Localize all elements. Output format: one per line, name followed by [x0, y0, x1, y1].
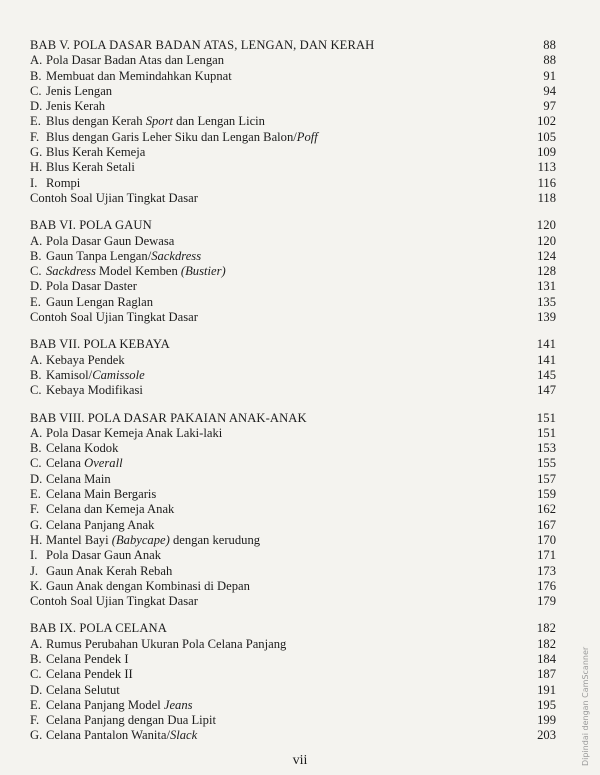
toc-entry — [30, 637, 556, 652]
entry-left — [30, 383, 143, 398]
entry-letter: E. — [30, 114, 41, 129]
toc-entry — [30, 652, 556, 667]
entry-letter: B. — [30, 651, 42, 666]
entry-left — [30, 295, 153, 310]
entry-title — [46, 176, 80, 191]
entry-page-number: 179 — [537, 594, 556, 609]
entry-letter: A. — [30, 352, 43, 367]
entry-left — [30, 53, 224, 68]
entry-title — [46, 652, 129, 667]
entry-left — [30, 548, 161, 563]
toc-chapter — [30, 337, 556, 398]
entry-page-number: 105 — [537, 129, 556, 144]
entry-title — [46, 53, 224, 68]
toc-entry — [30, 698, 556, 713]
chapter-page-number: 120 — [536, 218, 556, 233]
entry-text: Celana Panjang Model — [46, 697, 164, 712]
entry-title — [46, 533, 260, 548]
entry-letter: C. — [30, 667, 42, 682]
entry-text: Contoh Soal Ujian Tingkat Dasar — [30, 594, 198, 609]
entry-page-number: 203 — [537, 728, 556, 743]
chapter-heading — [30, 337, 556, 352]
entry-letter: A. — [30, 53, 43, 68]
entry-italic-term: Sport — [145, 114, 173, 129]
entry-page-number: 88 — [543, 53, 556, 68]
entry-title — [46, 579, 250, 594]
toc-entry — [30, 426, 556, 441]
entry-left — [30, 426, 222, 441]
entry-italic-term: Poff — [296, 129, 318, 144]
entry-left — [30, 472, 111, 487]
entry-letter: C. — [30, 456, 42, 471]
toc-chapter — [30, 218, 556, 325]
entry-title — [30, 594, 198, 609]
entry-page-number: 97 — [543, 99, 556, 114]
entry-left — [30, 353, 125, 368]
entry-letter: B. — [30, 248, 42, 263]
entry-text: Celana Main Bergaris — [46, 487, 157, 502]
entry-text: Celana Selutut — [46, 682, 120, 697]
toc-entry — [30, 176, 556, 191]
entry-title — [46, 264, 226, 279]
entry-left — [30, 249, 201, 264]
entry-page-number: 118 — [537, 190, 556, 205]
entry-left — [30, 713, 216, 728]
entry-letter: D. — [30, 279, 43, 294]
entry-title — [46, 502, 174, 517]
entry-left — [30, 487, 156, 502]
entry-letter: I. — [30, 548, 38, 563]
page-number: vii — [292, 753, 308, 768]
toc-chapter — [30, 411, 556, 610]
entry-title — [46, 713, 216, 728]
entry-page-number: 102 — [537, 114, 556, 129]
entry-page-number: 120 — [537, 233, 556, 248]
entry-text: Gaun Tanpa Lengan/ — [46, 248, 152, 263]
toc-entry — [30, 279, 556, 294]
toc-entry — [30, 114, 556, 129]
entry-title — [30, 310, 198, 325]
entry-page-number: 145 — [537, 367, 556, 382]
toc-entry — [30, 579, 556, 594]
entry-page-number: 173 — [537, 563, 556, 578]
entry-title — [46, 637, 286, 652]
entry-page-number: 141 — [537, 352, 556, 367]
entry-title — [46, 368, 145, 383]
entry-page-number: 155 — [537, 456, 556, 471]
toc-entry — [30, 69, 556, 84]
entry-title — [46, 353, 125, 368]
toc-entry — [30, 353, 556, 368]
entry-left — [30, 130, 318, 145]
entry-letter: E. — [30, 697, 41, 712]
entry-text: Gaun Anak dengan Kombinasi di Depan — [46, 578, 250, 593]
entry-italic-term: (Babycape) — [111, 532, 170, 547]
entry-page-number: 170 — [537, 532, 556, 547]
entry-left — [30, 368, 145, 383]
entry-text: Kebaya Pendek — [46, 352, 125, 367]
entry-left — [30, 564, 172, 579]
entry-title — [46, 383, 143, 398]
toc-chapter — [30, 621, 556, 743]
entry-title — [30, 191, 198, 206]
entry-text: Jenis Kerah — [46, 99, 106, 114]
entry-page-number: 131 — [537, 279, 556, 294]
entry-title — [46, 249, 201, 264]
entry-italic-term: Sackdress — [151, 248, 202, 263]
entry-left — [30, 264, 226, 279]
entry-letter: D. — [30, 471, 43, 486]
toc-entry — [30, 441, 556, 456]
entry-letter: H. — [30, 532, 43, 547]
entry-page-number: 195 — [537, 697, 556, 712]
toc-entry — [30, 502, 556, 517]
entry-title — [46, 84, 112, 99]
watermark-text: Dipindai dengan CamScanner — [581, 646, 590, 766]
entry-letter: D. — [30, 99, 43, 114]
entry-page-number: 116 — [537, 175, 556, 190]
entry-text: dan Lengan Licin — [172, 114, 265, 129]
entry-italic-term: Slack — [169, 728, 198, 743]
chapter-title: BAB VIII. POLA DASAR PAKAIAN ANAK-ANAK — [30, 410, 307, 425]
entry-letter: A. — [30, 233, 43, 248]
entry-title — [46, 472, 111, 487]
entry-page-number: 157 — [537, 471, 556, 486]
entry-text: Pola Dasar Gaun Anak — [46, 548, 162, 563]
entry-title — [46, 69, 232, 84]
toc-entry — [30, 191, 556, 206]
entry-page-number: 91 — [543, 68, 556, 83]
toc-entry — [30, 234, 556, 249]
toc-entry — [30, 713, 556, 728]
entry-left — [30, 594, 198, 609]
entry-page-number: 162 — [537, 502, 556, 517]
entry-left — [30, 518, 154, 533]
toc-entry — [30, 249, 556, 264]
entry-title — [46, 456, 123, 471]
entry-left — [30, 441, 118, 456]
entry-text: Blus dengan Kerah — [46, 114, 146, 129]
entry-letter: J. — [30, 563, 39, 578]
entry-text: Pola Dasar Daster — [46, 279, 137, 294]
entry-page-number: 187 — [537, 667, 556, 682]
entry-page-number: 147 — [537, 383, 556, 398]
entry-text: Pola Dasar Badan Atas dan Lengan — [46, 53, 225, 68]
entry-left — [30, 637, 286, 652]
entry-text: Membuat dan Memindahkan Kupnat — [46, 68, 232, 83]
entry-left — [30, 683, 120, 698]
entry-letter: I. — [30, 175, 38, 190]
entry-left — [30, 533, 260, 548]
entry-page-number: 151 — [537, 425, 556, 440]
entry-italic-term: Jeans — [163, 697, 193, 712]
entry-title — [46, 99, 105, 114]
entry-title — [46, 145, 145, 160]
entry-text: Celana — [46, 456, 85, 471]
toc-entry — [30, 518, 556, 533]
entry-title — [46, 564, 172, 579]
chapter-page-number: 88 — [543, 38, 556, 52]
entry-italic-term: Sackdress — [46, 264, 96, 279]
entry-letter: K. — [30, 578, 43, 593]
entry-text: Contoh Soal Ujian Tingkat Dasar — [30, 310, 198, 325]
toc-entry — [30, 383, 556, 398]
entry-text: Pola Dasar Gaun Dewasa — [46, 233, 175, 248]
chapter-page-number: 182 — [536, 621, 556, 636]
chapter-heading — [30, 411, 556, 426]
entry-letter: F. — [30, 129, 40, 144]
entry-italic-term: Overall — [84, 456, 123, 471]
toc-entry — [30, 533, 556, 548]
entry-left — [30, 191, 198, 206]
toc-entry — [30, 264, 556, 279]
entry-text: Celana Pendek I — [46, 651, 129, 666]
toc-entry — [30, 728, 556, 743]
toc-entry — [30, 683, 556, 698]
entry-title — [46, 518, 154, 533]
toc-entry — [30, 472, 556, 487]
entry-text: Blus Kerah Kemeja — [46, 145, 146, 160]
chapter-page-number: 141 — [536, 337, 556, 352]
entry-text: Celana dan Kemeja Anak — [46, 502, 175, 517]
entry-title — [46, 426, 222, 441]
entry-left — [30, 84, 112, 99]
entry-left — [30, 234, 174, 249]
toc-entry — [30, 84, 556, 99]
entry-page-number: 128 — [537, 264, 556, 279]
entry-left — [30, 69, 232, 84]
chapter-heading — [30, 621, 556, 636]
entry-letter: F. — [30, 502, 40, 517]
entry-page-number: 191 — [537, 682, 556, 697]
entry-page-number: 199 — [537, 713, 556, 728]
entry-title — [46, 667, 133, 682]
entry-text: dengan kerudung — [169, 532, 261, 547]
entry-text: Rompi — [46, 175, 81, 190]
entry-page-number: 182 — [537, 636, 556, 651]
entry-page-number: 159 — [537, 487, 556, 502]
entry-text: Pola Dasar Kemeja Anak Laki-laki — [46, 425, 223, 440]
entry-title — [46, 160, 135, 175]
entry-letter: E. — [30, 487, 41, 502]
entry-page-number: 139 — [537, 310, 556, 325]
entry-letter: B. — [30, 68, 42, 83]
entry-letter: G. — [30, 728, 43, 743]
entry-letter: C. — [30, 264, 42, 279]
entry-letter: A. — [30, 636, 43, 651]
entry-page-number: 94 — [543, 83, 556, 98]
entry-title — [46, 683, 120, 698]
entry-letter: C. — [30, 83, 42, 98]
chapter-title: BAB VII. POLA KEBAYA — [30, 337, 170, 352]
toc-entry — [30, 548, 556, 563]
entry-left — [30, 99, 105, 114]
entry-text: Kebaya Modifikasi — [46, 383, 143, 398]
entry-left — [30, 456, 123, 471]
entry-title — [46, 487, 156, 502]
chapter-title: BAB IX. POLA CELANA — [30, 621, 167, 636]
chapter-page-number: 151 — [536, 410, 556, 425]
entry-title — [46, 441, 118, 456]
toc-entry — [30, 130, 556, 145]
entry-page-number: 176 — [537, 578, 556, 593]
toc-entry — [30, 667, 556, 682]
toc-entry — [30, 99, 556, 114]
entry-text: Mantel Bayi — [46, 532, 112, 547]
toc-entry — [30, 160, 556, 175]
entry-page-number: 167 — [537, 517, 556, 532]
entry-text: Celana Kodok — [46, 441, 119, 456]
entry-text: Gaun Lengan Raglan — [46, 294, 154, 309]
entry-text: Jenis Lengan — [46, 83, 113, 98]
entry-letter: G. — [30, 517, 43, 532]
entry-left — [30, 279, 137, 294]
entry-text: Blus Kerah Setali — [46, 160, 135, 175]
entry-text: Gaun Anak Kerah Rebah — [46, 563, 173, 578]
entry-text: Celana Main — [46, 471, 111, 486]
entry-text: Blus dengan Garis Leher Siku dan Lengan Balon/ — [46, 129, 297, 144]
entry-page-number: 109 — [537, 145, 556, 160]
entry-letter: E. — [30, 294, 41, 309]
entry-text: Model Kemben — [95, 264, 181, 279]
entry-left — [30, 652, 129, 667]
entry-title — [46, 114, 265, 129]
entry-text: Kamisol/ — [46, 367, 93, 382]
entry-page-number: 135 — [537, 294, 556, 309]
entry-left — [30, 160, 135, 175]
entry-title — [46, 279, 137, 294]
entry-title — [46, 548, 161, 563]
chapter-heading — [30, 218, 556, 233]
entry-left — [30, 698, 193, 713]
toc-chapter — [30, 38, 556, 206]
entry-letter: A. — [30, 425, 43, 440]
toc-entry — [30, 487, 556, 502]
entry-page-number: 124 — [537, 248, 556, 263]
entry-italic-term: (Bustier) — [180, 264, 226, 279]
entry-text: Celana Pantalon Wanita/ — [46, 728, 170, 743]
toc-entry — [30, 594, 556, 609]
toc-entry — [30, 310, 556, 325]
entry-page-number: 153 — [537, 441, 556, 456]
entry-text: Rumus Perubahan Ukuran Pola Celana Panjang — [46, 636, 287, 651]
entry-left — [30, 728, 197, 743]
entry-italic-term: Camissole — [92, 367, 145, 382]
entry-title — [46, 295, 153, 310]
entry-text: Contoh Soal Ujian Tingkat Dasar — [30, 190, 198, 205]
entry-left — [30, 114, 265, 129]
entry-title — [46, 698, 193, 713]
table-of-contents — [30, 38, 556, 756]
entry-page-number: 184 — [537, 651, 556, 666]
entry-title — [46, 234, 174, 249]
toc-entry — [30, 456, 556, 471]
entry-left — [30, 145, 145, 160]
scanner-watermark — [577, 470, 597, 770]
toc-entry — [30, 564, 556, 579]
toc-entry — [30, 368, 556, 383]
entry-left — [30, 176, 80, 191]
entry-text: Celana Pendek II — [46, 667, 133, 682]
entry-left — [30, 502, 174, 517]
entry-left — [30, 579, 250, 594]
entry-letter: B. — [30, 367, 42, 382]
entry-text: Celana Panjang Anak — [46, 517, 155, 532]
entry-title — [46, 728, 197, 743]
chapter-title: BAB VI. POLA GAUN — [30, 218, 152, 233]
entry-letter: H. — [30, 160, 43, 175]
toc-entry — [30, 145, 556, 160]
chapter-title: BAB V. POLA DASAR BADAN ATAS, LENGAN, DAN KERAH — [30, 38, 375, 52]
entry-letter: D. — [30, 682, 43, 697]
entry-left — [30, 310, 198, 325]
entry-letter: C. — [30, 383, 42, 398]
entry-page-number: 171 — [537, 548, 556, 563]
entry-letter: G. — [30, 145, 43, 160]
entry-title — [46, 130, 318, 145]
toc-entry — [30, 295, 556, 310]
entry-letter: B. — [30, 441, 42, 456]
entry-text: Celana Panjang dengan Dua Lipit — [46, 713, 216, 728]
entry-page-number: 113 — [537, 160, 556, 175]
toc-entry — [30, 53, 556, 68]
entry-left — [30, 667, 133, 682]
chapter-heading — [30, 38, 556, 53]
entry-letter: F. — [30, 713, 40, 728]
